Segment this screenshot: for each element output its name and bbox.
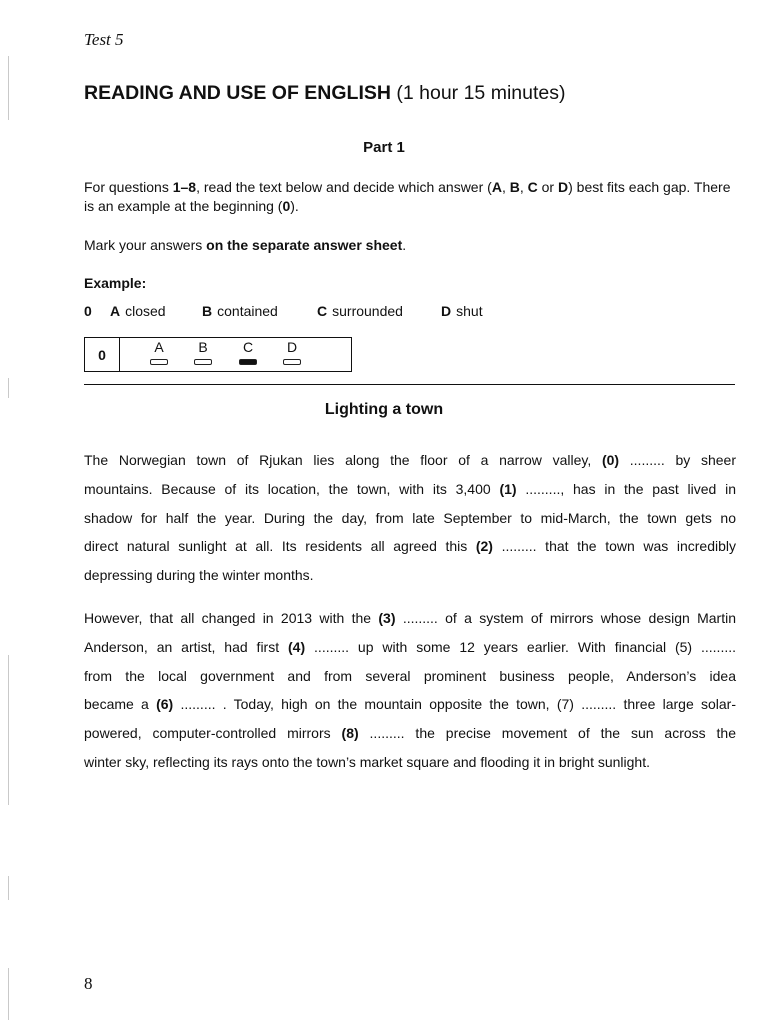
option-letter: D (557, 179, 569, 195)
text-line (84, 662, 736, 691)
example-answer-grid (84, 337, 352, 372)
text-line-content (84, 561, 736, 590)
text-title: Lighting a town (324, 401, 444, 418)
text-fragment: ......... up with some 12 years earlier. With financial (5) ......... (305, 638, 736, 655)
text-fragment: ......... that the town was incredibly (492, 538, 736, 555)
option-letter: C (527, 179, 538, 195)
example-number (84, 303, 97, 319)
answer-sheet-emphasis: on the separate answer sheet (206, 237, 403, 253)
text-fragment: ......... . Today, high on the mountain opposite the town, (7) ......... three large solar- (173, 696, 737, 713)
grid-question-number: 0 (85, 338, 120, 371)
text-fragment: shadow for half the year. During the day, from late September to mid-March, the town gets no (84, 509, 736, 526)
text-line (84, 475, 736, 504)
scan-edge-mark (8, 378, 9, 398)
part-title: Part 1 (363, 139, 405, 156)
text-fragment: winter sky, reflecting its rays onto the town’s market square and flooding it in bright sunlight. (84, 753, 650, 770)
answer-lozenge-empty (283, 359, 301, 365)
text-fragment: powered, computer-controlled mirrors (84, 725, 342, 742)
scan-edge-mark (8, 56, 9, 120)
text-line (84, 532, 736, 561)
instruction-text: . (402, 237, 407, 253)
instruction-text: , (519, 179, 528, 195)
option-letter: B (509, 179, 520, 195)
text-line-content (84, 532, 736, 561)
scan-edge-mark (8, 876, 9, 900)
text-line-content (84, 446, 736, 475)
example-option-c (317, 303, 403, 319)
section-title-main: READING AND USE OF ENGLISH (84, 82, 391, 104)
text-fragment: depressing during the winter months. (84, 567, 314, 584)
text-fragment: ......... the precise movement of the sun across the (358, 725, 737, 742)
grid-letter: C (242, 339, 254, 355)
text-line (84, 561, 736, 590)
page-number: 8 (84, 974, 93, 993)
text-fragment: direct natural sunlight at all. Its residents all agreed this (84, 538, 476, 555)
gap-number: (6) (156, 696, 174, 713)
instruction-text: ) best fits each gap. There is an example at the beginning ( (84, 179, 731, 214)
instruction-text: ). (290, 198, 299, 214)
example-number-text: 0 (84, 303, 92, 319)
example-number: 0 (282, 198, 291, 214)
answer-lozenge-empty (194, 359, 212, 365)
grid-letter: A (154, 339, 164, 355)
option-text: contained (217, 303, 278, 319)
text-line (84, 748, 736, 777)
text-line-content (84, 504, 736, 533)
text-line (84, 719, 736, 748)
text-line-content (84, 662, 736, 691)
gap-number: (1) (499, 480, 517, 497)
text-line-content (84, 748, 736, 777)
questions-instruction (84, 178, 739, 216)
text-line (84, 504, 736, 533)
example-option-d (441, 303, 483, 319)
text-line-content (84, 475, 736, 504)
option-text: closed (125, 303, 166, 319)
text-line-content (84, 604, 736, 633)
grid-letter: B (198, 339, 208, 355)
text-paragraph-2 (84, 604, 736, 777)
instruction-text: Mark your answers (84, 237, 207, 253)
scan-edge-mark (8, 655, 9, 805)
question-range: 1–8 (172, 179, 197, 195)
instruction-text: For questions (84, 179, 173, 195)
text-fragment: Anderson, an artist, had first (84, 638, 289, 655)
option-letter: A (110, 303, 121, 319)
gap-number: (3) (378, 610, 396, 626)
gap-number: (8) (341, 725, 359, 742)
text-line (84, 446, 736, 475)
text-fragment: However, that all changed in 2013 with the (84, 610, 379, 626)
text-fragment: The Norwegian town of Rjukan lies along the floor of a narrow valley, (84, 452, 602, 468)
instruction-text: or (537, 179, 558, 195)
text-fragment: ........., has in the past lived in (516, 480, 736, 497)
answer-lozenge-filled (239, 359, 257, 365)
text-fragment: from the local government and from several prominent business people, Anderson’s idea (84, 667, 736, 684)
section-title (84, 82, 565, 105)
grid-option-a (147, 339, 171, 365)
grid-option-c (236, 339, 260, 365)
gap-number: (4) (288, 638, 306, 655)
text-line (84, 633, 736, 662)
text-line-content (84, 719, 736, 748)
text-fragment: ......... by sheer (619, 452, 736, 468)
option-letter: A (491, 179, 502, 195)
option-letter: D (441, 303, 452, 319)
text-line-content (84, 633, 736, 662)
instruction-text: , (501, 179, 510, 195)
option-text: shut (456, 303, 483, 319)
text-paragraph-1 (84, 446, 736, 590)
text-fragment: mountains. Because of its location, the town, with its 3,400 (84, 480, 500, 497)
example-label: Example: (84, 275, 147, 291)
instruction-text: , read the text below and decide which answer ( (196, 179, 492, 195)
scan-edge-mark (8, 968, 9, 1020)
option-text: surrounded (332, 303, 403, 319)
text-line (84, 690, 736, 719)
grid-option-b (191, 339, 215, 365)
text-line (84, 604, 736, 633)
option-letter: B (202, 303, 213, 319)
answer-lozenge-empty (150, 359, 168, 365)
section-title-duration: (1 hour 15 minutes) (390, 82, 566, 104)
gap-number: (0) (601, 452, 620, 468)
answer-sheet-instruction (84, 236, 739, 255)
divider (84, 384, 735, 385)
grid-letter: D (286, 339, 298, 355)
example-option-a (110, 303, 166, 319)
example-option-b (202, 303, 278, 319)
text-fragment: became a (84, 696, 157, 713)
grid-option-d (280, 339, 304, 365)
option-letter: C (317, 303, 328, 319)
text-line-content (84, 690, 736, 719)
gap-number: (2) (475, 538, 493, 555)
text-fragment: ......... of a system of mirrors whose design Martin (395, 610, 737, 626)
test-label: Test 5 (84, 30, 124, 49)
